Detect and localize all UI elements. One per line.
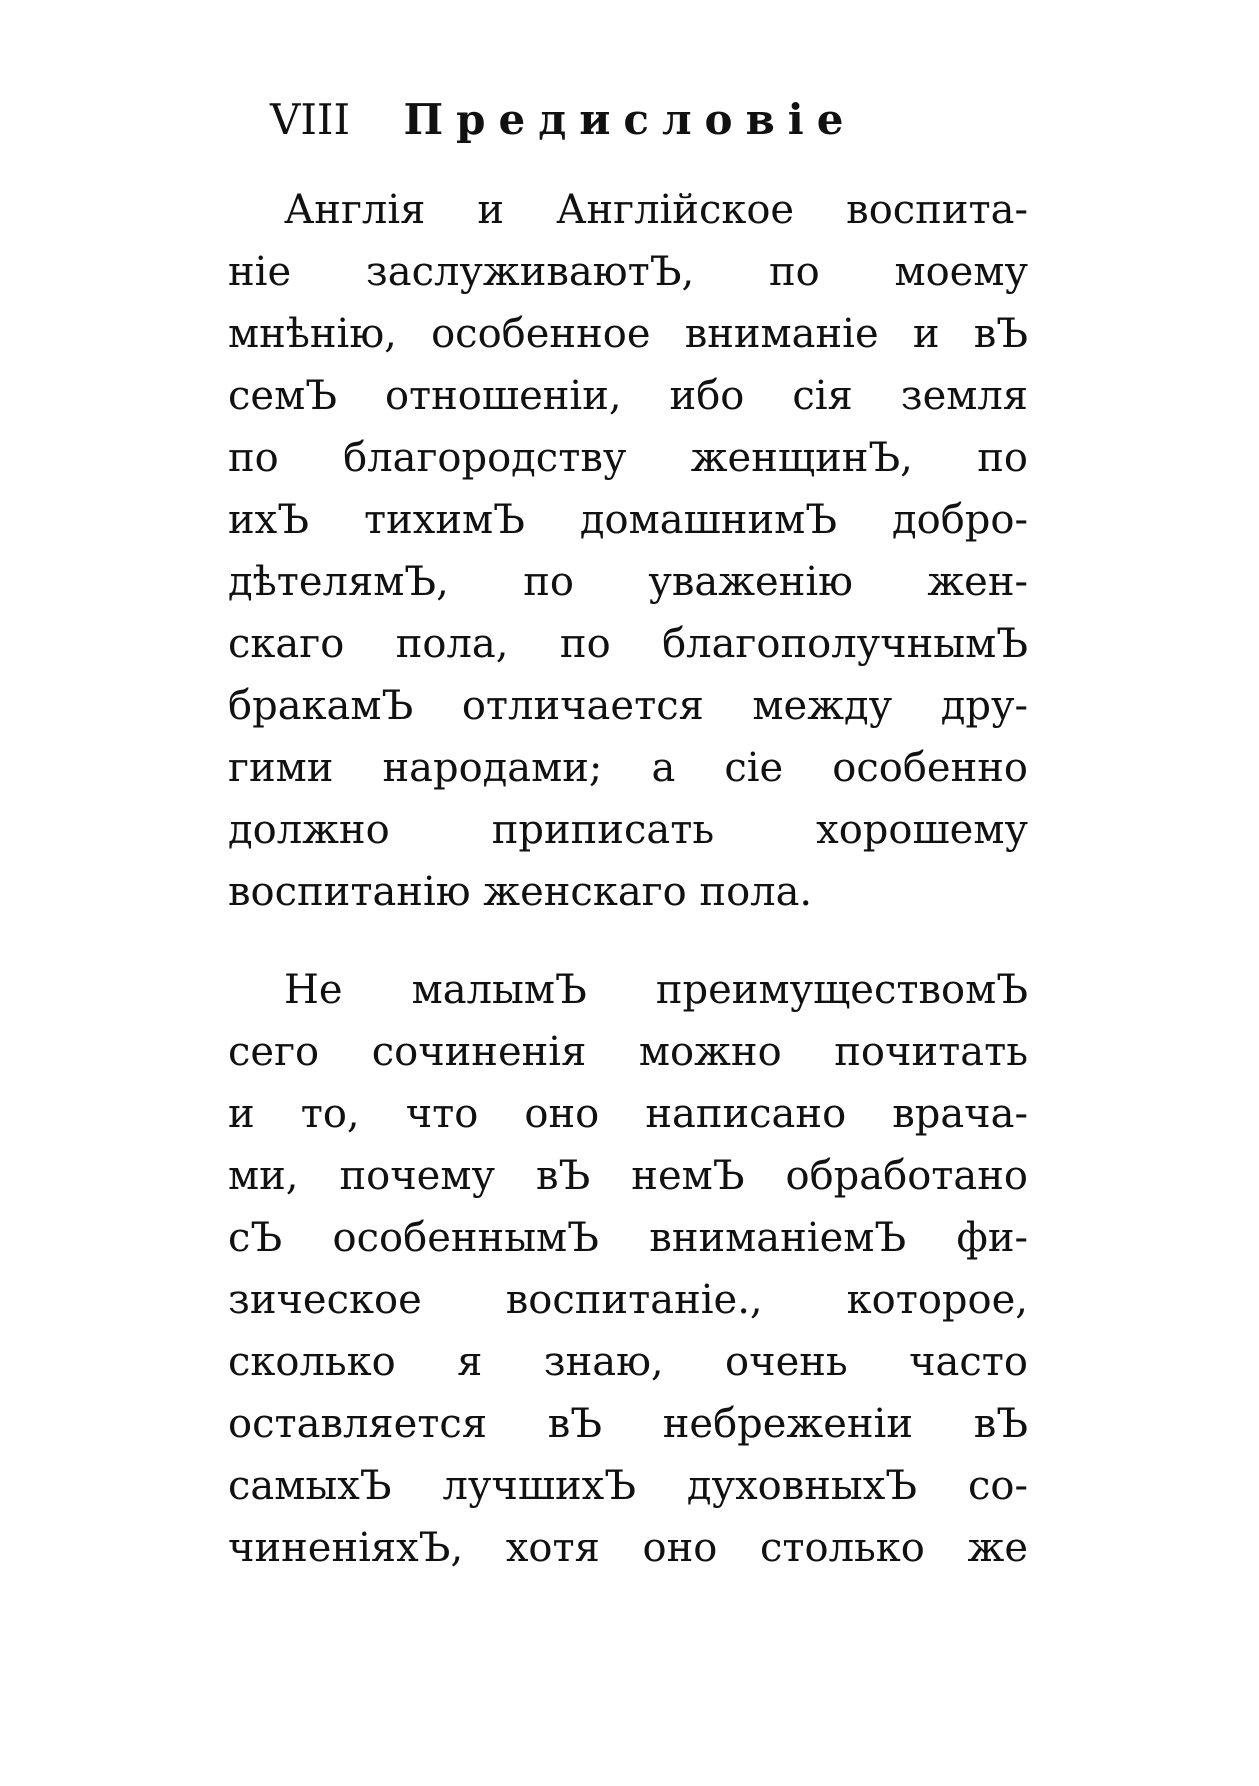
text-line: семЪ отношеніи, ибо сія земля (228, 373, 1028, 419)
text-line: самыхЪ лучшихЪ духовныхЪ со- (228, 1463, 1028, 1509)
text-line: сколько я знаю, очень часто (228, 1339, 1028, 1385)
text-line: скаго пола, по благополучнымЪ (228, 621, 1028, 667)
text-line: Не малымЪ преимуществомЪ (284, 967, 1028, 1013)
text-line: дѣтелямЪ, по уваженію жен- (228, 559, 1028, 605)
running-head: Предисловіе (403, 95, 857, 144)
text-line: ихЪ тихимЪ домашнимЪ добро- (228, 497, 1028, 543)
text-line: мнѣнію, особенное вниманіе и вЪ (228, 311, 1028, 357)
text-line: ми, почему вЪ немЪ обработано (228, 1153, 1028, 1199)
text-line: гими народами; а сіе особенно (228, 745, 1028, 791)
text-line: сЪ особеннымЪ вниманіемЪ фи- (228, 1215, 1028, 1261)
text-line: зическое воспитаніе., которое, (228, 1277, 1028, 1323)
text-line: и то, что оно написано врача- (228, 1091, 1028, 1137)
text-line: Англія и Англійское воспита- (284, 187, 1028, 233)
text-line: ніе заслуживаютЪ, по моему (228, 249, 1028, 295)
text-line: по благородству женщинЪ, по (228, 435, 1028, 481)
page-number: VIII (270, 95, 351, 144)
text-line: должно приписать хорошему (228, 807, 1028, 853)
text-line: оставляется вЪ небреженіи вЪ (228, 1401, 1028, 1447)
text-line: бракамЪ отличается между дру- (228, 683, 1028, 729)
text-line: чиненіяхЪ, хотя оно столько же (228, 1525, 1028, 1571)
page-header (270, 90, 856, 150)
text-line: сего сочиненія можно почитать (228, 1029, 1028, 1075)
text-line: воспитанію женскаго пола. (228, 869, 813, 915)
